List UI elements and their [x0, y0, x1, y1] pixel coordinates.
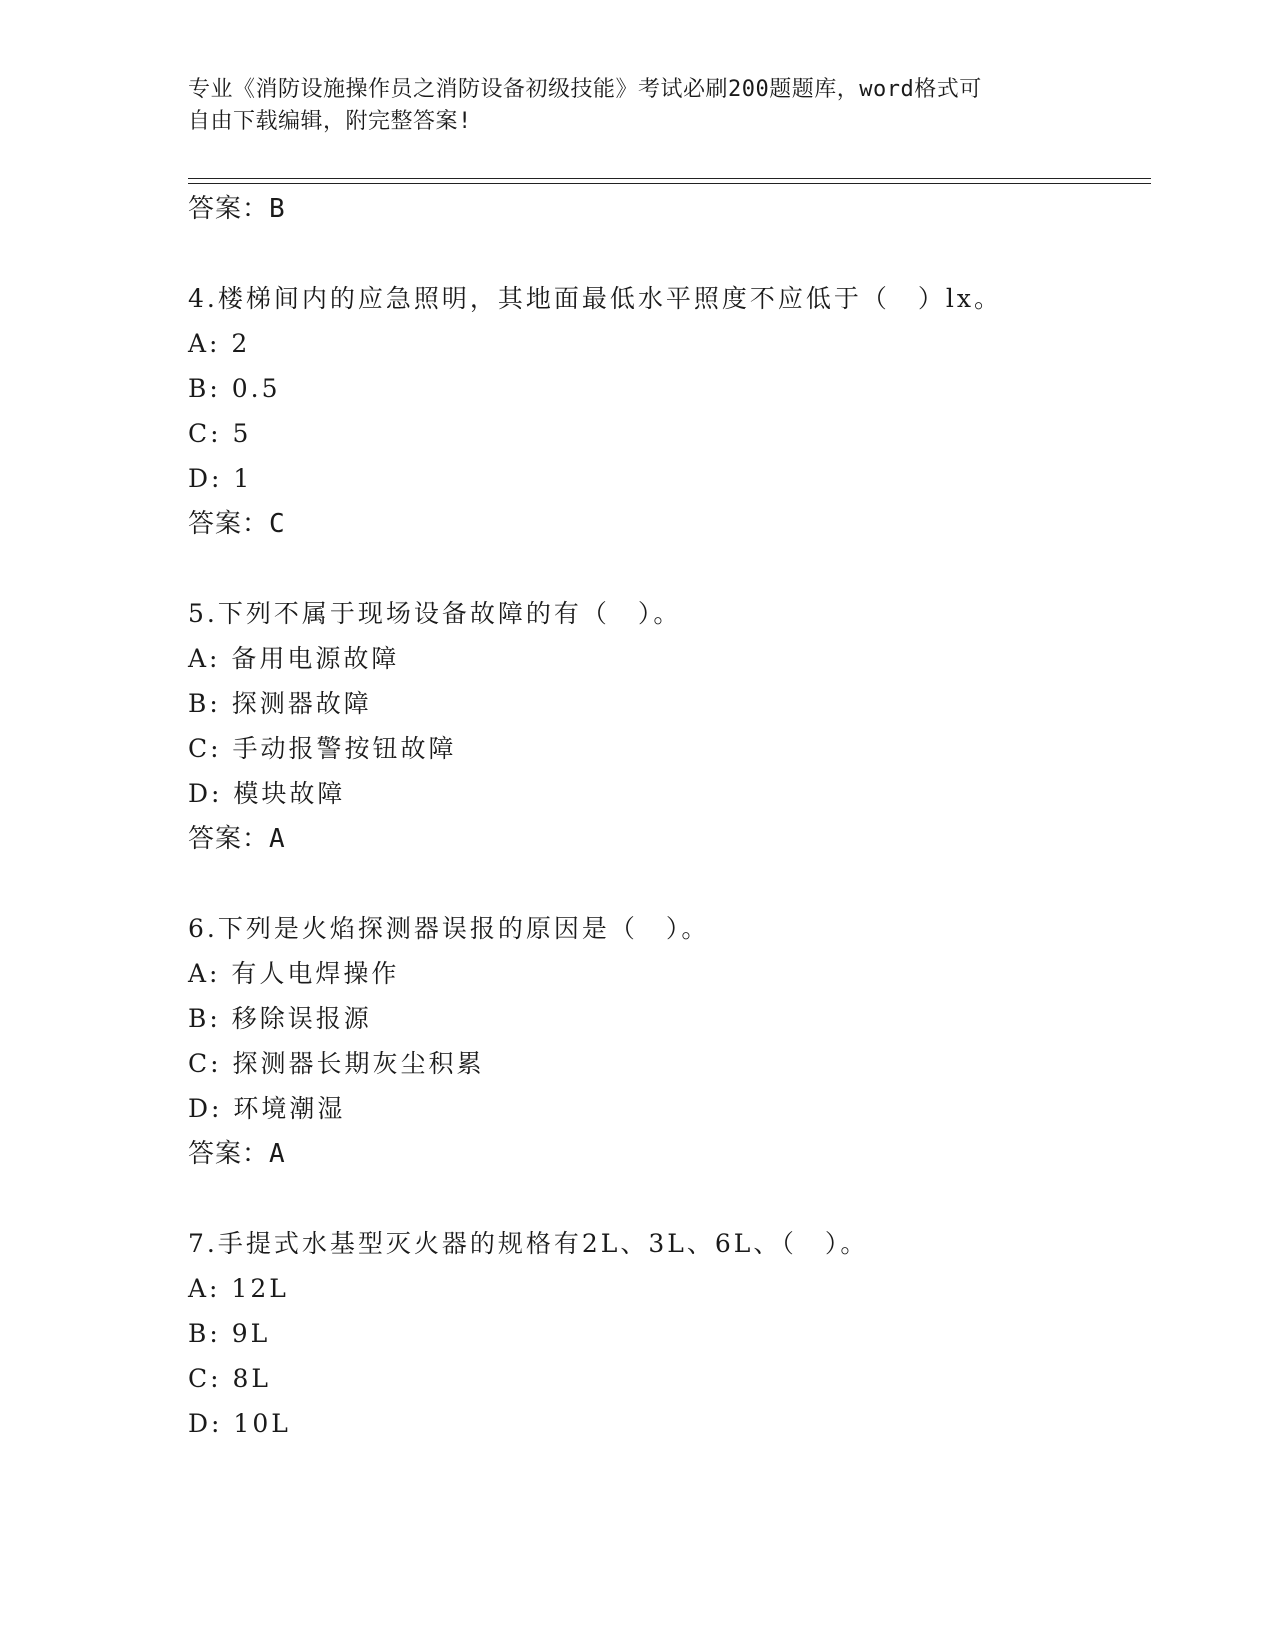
question-4-option-d: D: 1: [188, 464, 253, 493]
question-6-option-a: A: 有人电焊操作: [188, 959, 400, 988]
header-divider-top: [188, 178, 1151, 179]
question-7-option-d: D: 10L: [188, 1409, 291, 1438]
question-5-option-d: D: 模块故障: [188, 779, 346, 808]
question-4-answer: 答案：C: [188, 509, 286, 539]
question-5-stem: 5.下列不属于现场设备故障的有（ ）。: [188, 599, 682, 628]
question-4-option-a: A: 2: [188, 329, 251, 358]
question-6-option-c: C: 探测器长期灰尘积累: [188, 1049, 485, 1078]
question-7-option-b: B: 9L: [188, 1319, 271, 1348]
question-5-option-c: C: 手动报警按钮故障: [188, 734, 457, 763]
question-4-option-b: B: 0.5: [188, 374, 281, 403]
header-divider-bottom: [188, 183, 1151, 184]
previous-answer: 答案：B: [188, 194, 286, 224]
header-line-1: 专业《消防设施操作员之消防设备初级技能》考试必刷200题题库，word格式可: [188, 77, 982, 102]
question-4-stem: 4.楼梯间内的应急照明，其地面最低水平照度不应低于（ ）lx。: [188, 284, 1002, 313]
question-4-option-c: C: 5: [188, 419, 252, 448]
header-line-2: 自由下载编辑，附完整答案!: [188, 109, 472, 134]
document-header: [188, 74, 1068, 138]
question-7-option-a: A: 12L: [188, 1274, 289, 1303]
question-6-answer: 答案：A: [188, 1139, 286, 1169]
question-5-option-a: A: 备用电源故障: [188, 644, 400, 673]
question-7-option-c: C: 8L: [188, 1364, 272, 1393]
question-5-option-b: B: 探测器故障: [188, 689, 372, 718]
question-6-option-b: B: 移除误报源: [188, 1004, 372, 1033]
question-6-stem: 6.下列是火焰探测器误报的原因是（ ）。: [188, 914, 710, 943]
question-7-stem: 7.手提式水基型灭火器的规格有2L、3L、6L、（ ）。: [188, 1229, 869, 1258]
question-5-answer: 答案：A: [188, 824, 286, 854]
question-6-option-d: D: 环境潮湿: [188, 1094, 346, 1123]
